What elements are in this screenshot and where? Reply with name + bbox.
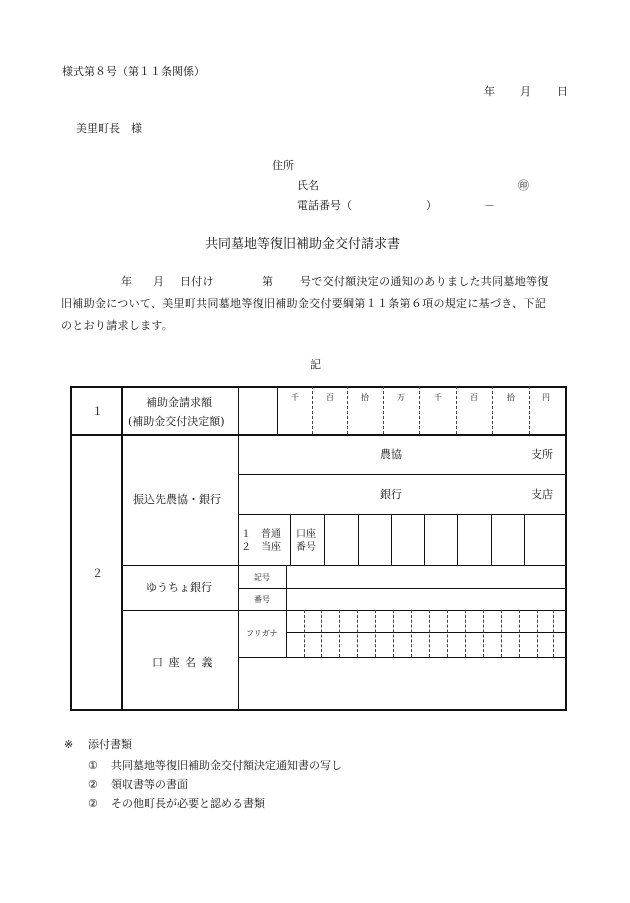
kana-divider (411, 610, 412, 657)
digit-divider (312, 386, 313, 434)
body-line2: 旧補助金について、美里町共同墓地等復旧補助金交付要綱第１１条第６項の規定に基づき、下記 (61, 297, 547, 310)
digit-unit: 拾 (361, 393, 369, 402)
row1-sublabel: (補助金交付決定額) (128, 415, 225, 428)
attachment-num: ② (88, 778, 98, 791)
digit-unit: 万 (397, 393, 405, 402)
body-date: 日付け (180, 275, 214, 288)
digit-unit: 千 (291, 393, 299, 402)
furigana-label: フリガナ (246, 629, 278, 638)
digit-unit: 百 (326, 393, 334, 402)
digit-divider (456, 386, 457, 434)
digit-divider (419, 386, 420, 434)
phone-label: 電話番号（ (297, 199, 352, 212)
col-separator (277, 386, 278, 434)
row2-number: ２ (92, 567, 103, 580)
kana-divider (519, 610, 520, 657)
kana-divider (357, 610, 358, 657)
kigo-label: 記号 (254, 573, 270, 582)
shiten-label: 支店 (531, 488, 553, 501)
attachment-text: 領収書等の書面 (111, 778, 188, 791)
section-line (121, 565, 567, 566)
kana-divider (429, 610, 430, 657)
kana-divider (501, 610, 502, 657)
shisho-label: 支所 (531, 448, 553, 461)
acct-divider (290, 514, 291, 565)
addressee: 美里町長 様 (76, 122, 142, 135)
acct-divider (391, 514, 392, 565)
digit-unit: 千 (434, 393, 442, 402)
bango-label: 番号 (254, 595, 270, 604)
kana-divider (537, 610, 538, 657)
acct-divider (358, 514, 359, 565)
bank-label: 振込先農協・銀行 (133, 493, 221, 506)
bank-line (238, 514, 567, 515)
phone-close: ） (426, 199, 437, 212)
attachment-num: ② (88, 797, 98, 810)
account-type-1: １ 普通 (241, 529, 281, 540)
kana-divider (304, 610, 305, 657)
acct-divider (424, 514, 425, 565)
body-dai: 第 (262, 275, 274, 288)
digit-unit: 拾 (507, 393, 515, 402)
acct-divider (457, 514, 458, 565)
name-label: 氏名 (297, 179, 319, 192)
furigana-bottom (238, 657, 567, 658)
digit-unit: 円 (542, 393, 550, 402)
attachment-num: ① (88, 759, 98, 772)
body-year: 年 (121, 275, 133, 288)
account-type-2: ２ 当座 (241, 542, 281, 553)
row1-label: 補助金請求額 (146, 396, 212, 409)
holder-divider (286, 610, 287, 657)
nokyo-label: 農協 (380, 448, 402, 461)
kana-divider (553, 610, 554, 657)
kana-divider (465, 610, 466, 657)
digit-divider (492, 386, 493, 434)
digit-divider (529, 386, 530, 434)
ginko-label: 銀行 (380, 488, 402, 501)
kana-divider (375, 610, 376, 657)
kana-divider (321, 610, 322, 657)
furigana-line (286, 632, 567, 633)
date-day: 日 (557, 85, 568, 98)
account-number-label2: 番号 (296, 542, 316, 553)
acct-divider (491, 514, 492, 565)
date-year: 年 (484, 85, 495, 98)
attachment-text: 共同墓地等復旧補助金交付額決定通知書の写し (111, 759, 342, 772)
account-holder-label: 口 座 名 義 (152, 656, 214, 669)
phone-dash: － (484, 199, 495, 212)
acct-divider (324, 514, 325, 565)
bank-line (238, 474, 567, 475)
account-number-label: 口座 (296, 529, 316, 540)
date-month: 月 (520, 85, 531, 98)
attachments-mark: ※ (64, 738, 74, 751)
kana-divider (339, 610, 340, 657)
address-label: 住所 (272, 159, 294, 172)
row-separator (70, 434, 567, 436)
kana-divider (393, 610, 394, 657)
body-line3: のとおり請求します。 (61, 319, 174, 332)
body-line1-rest: 号で交付額決定の通知のありました共同墓地等復 (300, 275, 549, 288)
attachments-heading: 添付書類 (88, 738, 132, 751)
digit-divider (383, 386, 384, 434)
acct-divider (524, 514, 525, 565)
body-month: 月 (153, 275, 165, 288)
form-number: 様式第８号（第１１条関係） (62, 65, 205, 78)
digit-unit: 百 (470, 393, 478, 402)
row1-number: １ (92, 405, 103, 418)
kana-divider (483, 610, 484, 657)
page-title: 共同墓地等復旧補助金交付請求書 (205, 237, 401, 252)
yucho-line (238, 588, 567, 589)
seal-mark: ㊞ (518, 179, 529, 192)
col-separator (121, 386, 123, 711)
ki-label: 記 (310, 358, 321, 371)
col-separator (238, 386, 239, 711)
yucho-label: ゆうちょ銀行 (146, 581, 212, 594)
kana-divider (447, 610, 448, 657)
digit-divider (347, 386, 348, 434)
attachment-text: その他町長が必要と認める書類 (111, 797, 265, 810)
